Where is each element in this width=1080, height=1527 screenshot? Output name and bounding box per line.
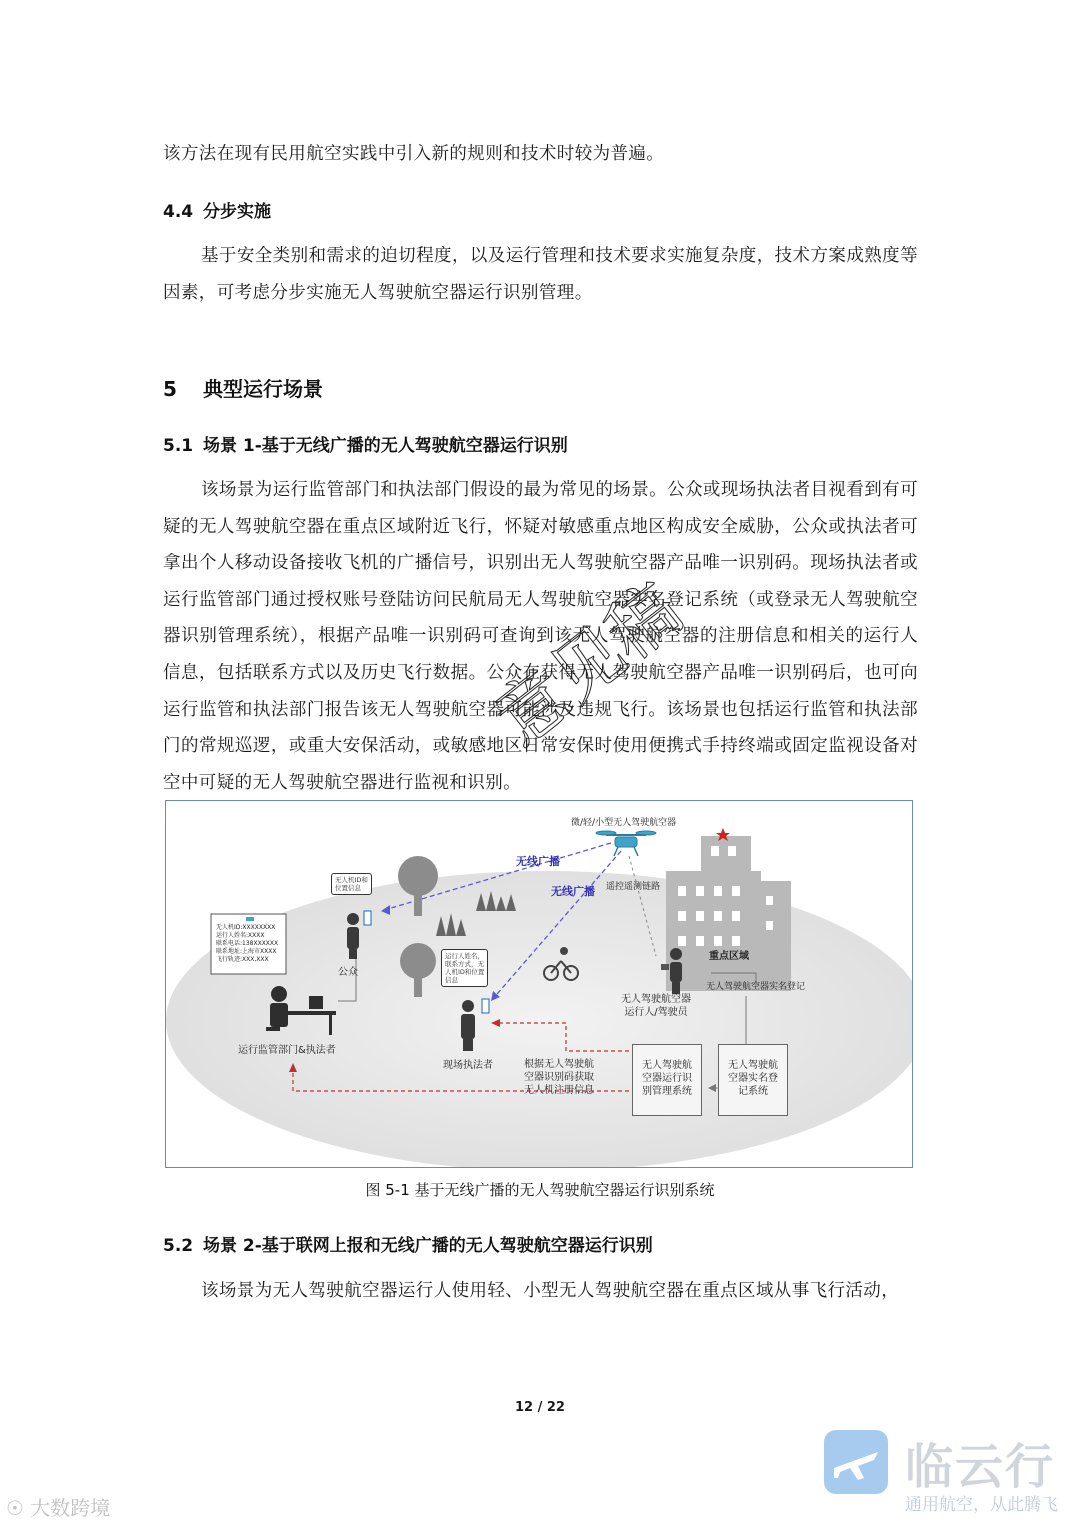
brand-logo-icon — [824, 1430, 888, 1494]
section-5-heading — [163, 373, 323, 402]
brand-tagline: 通用航空，从此腾飞 — [905, 1495, 1058, 1515]
section-5-2-heading — [163, 1231, 653, 1256]
section-title: 分步实施 — [203, 202, 271, 222]
section-number: 4.4 — [163, 202, 194, 222]
bottom-left-watermark-text: 大数跨境 — [30, 1496, 111, 1520]
officer-info-bubble: 运行人姓名， 联系方式，无 人机ID和位置 信息 — [441, 949, 488, 987]
id-management-system-box: 无人驾驶航 空器运行识 别管理系统 — [632, 1044, 702, 1116]
broadcast-label-2: 无线广播 — [551, 885, 595, 898]
screen-line: 飞行轨迹:XXX,XXX — [216, 956, 269, 963]
public-info-bubble: 无人机ID和 位置信息 — [331, 873, 372, 895]
operator-label: 无人驾驶航空器 运行人/驾驶员 — [621, 994, 691, 1018]
registration-system-box: 无人驾驶航 空器实名登 记系统 — [718, 1044, 788, 1116]
brand-watermark: 临云行 — [905, 1439, 1056, 1495]
section-4-4-heading — [163, 197, 271, 222]
building-icon — [666, 836, 791, 991]
weibo-icon: ☉ — [6, 1496, 24, 1520]
section-title: 场景 2-基于联网上报和无线广播的无人驾驶航空器运行识别 — [203, 1236, 653, 1256]
draft-stamp-watermark: 意见稿 — [480, 567, 697, 762]
authority-label: 运行监管部门&执法者 — [238, 1045, 336, 1056]
public-label: 公众 — [338, 967, 358, 978]
phone-icon — [364, 911, 371, 925]
drone-icon — [596, 831, 656, 856]
section-number: 5 — [163, 377, 177, 401]
section-4-4-paragraph: 基于安全类别和需求的迫切程度，以及运行管理和技术要求实施复杂度，技术方案成熟度等因素，可考虑分步实施无人驾驶航空器运行识别管理。 — [163, 246, 918, 303]
key-area-label: 重点区域 — [709, 951, 749, 962]
remote-controller-icon — [661, 964, 669, 970]
page-number: 12 / 22 — [515, 1400, 565, 1415]
info-screen-text — [216, 924, 278, 964]
screen-line: 运行人姓名:XXXX — [216, 932, 265, 939]
figure-caption: 图 5-1 基于无线广播的无人驾驶航空器运行识别系统 — [365, 1181, 715, 1199]
field-officer-icon — [461, 1000, 475, 1051]
remote-link-label: 遥控遥测链路 — [606, 882, 661, 892]
broadcast-label-1: 无线广播 — [516, 855, 560, 868]
figure-5-1 — [165, 800, 913, 1168]
bottom-left-watermark — [6, 1492, 110, 1521]
registration-note: 无人驾驶航空器实名登记 — [706, 982, 806, 992]
drone-label: 微/轻/小型无人驾驶航空器 — [571, 818, 677, 828]
screen-line: 联系地址:上海市XXXX — [216, 948, 277, 955]
screen-line: 无人机ID:XXXXXXXX — [216, 924, 276, 931]
screen-line: 联系电话:138XXXXXX — [216, 940, 279, 947]
drone-mini-icon — [246, 917, 254, 921]
section-title: 场景 1-基于无线广播的无人驾驶航空器运行识别 — [203, 436, 568, 456]
section-number: 5.2 — [163, 1236, 194, 1256]
section-5-1-paragraph: 该场景为运行监管部门和执法部门假设的最为常见的场景。公众或现场执法者目视看到有可疑的无人驾驶航空器在重点区域附近飞行，怀疑对敏感重点地区构成安全威胁，公众或执法者可拿出个人移动设备接收飞机的广播信号，识别出无人驾驶航空器产品唯一识别码。现场执法者或运行监管部门通过授权账号登陆访问民航局无人驾驶航空器实名登记系统（或登录无人驾驶航空器识别管理系统），根据产品唯一识别码可查询到该无人驾驶航空器的注册信息和相关的运行人信息，包括联系方式以及历史飞行数据。公众在获得无人驾驶航空器产品唯一识别码后，也可向运行监管和执法部门报告该无人驾驶航空器可能涉及违规飞行。该场景也包括运行监管和执法部门的常规巡逻，或重大安保活动，或敏感地区日常安保时使用便携式手持终端或固定监视设备对空中可疑的无人驾驶航空器进行监视和识别。 — [163, 480, 918, 793]
section-5-2-paragraph: 该场景为无人驾驶航空器运行人使用轻、小型无人驾驶航空器在重点区域从事飞行活动， — [201, 1281, 900, 1301]
field-officer-label: 现场执法者 — [443, 1060, 493, 1071]
section-title: 典型运行场景 — [203, 377, 323, 401]
phone-icon — [482, 999, 489, 1013]
intro-paragraph: 该方法在现有民用航空实践中引入新的规则和技术时较为普遍。 — [163, 144, 665, 164]
section-5-1-heading — [163, 431, 568, 456]
plane-icon — [824, 1430, 888, 1494]
section-number: 5.1 — [163, 436, 194, 456]
query-note: 根据无人驾驶航 空器识别码获取 无人机注册信息 — [524, 1059, 594, 1096]
